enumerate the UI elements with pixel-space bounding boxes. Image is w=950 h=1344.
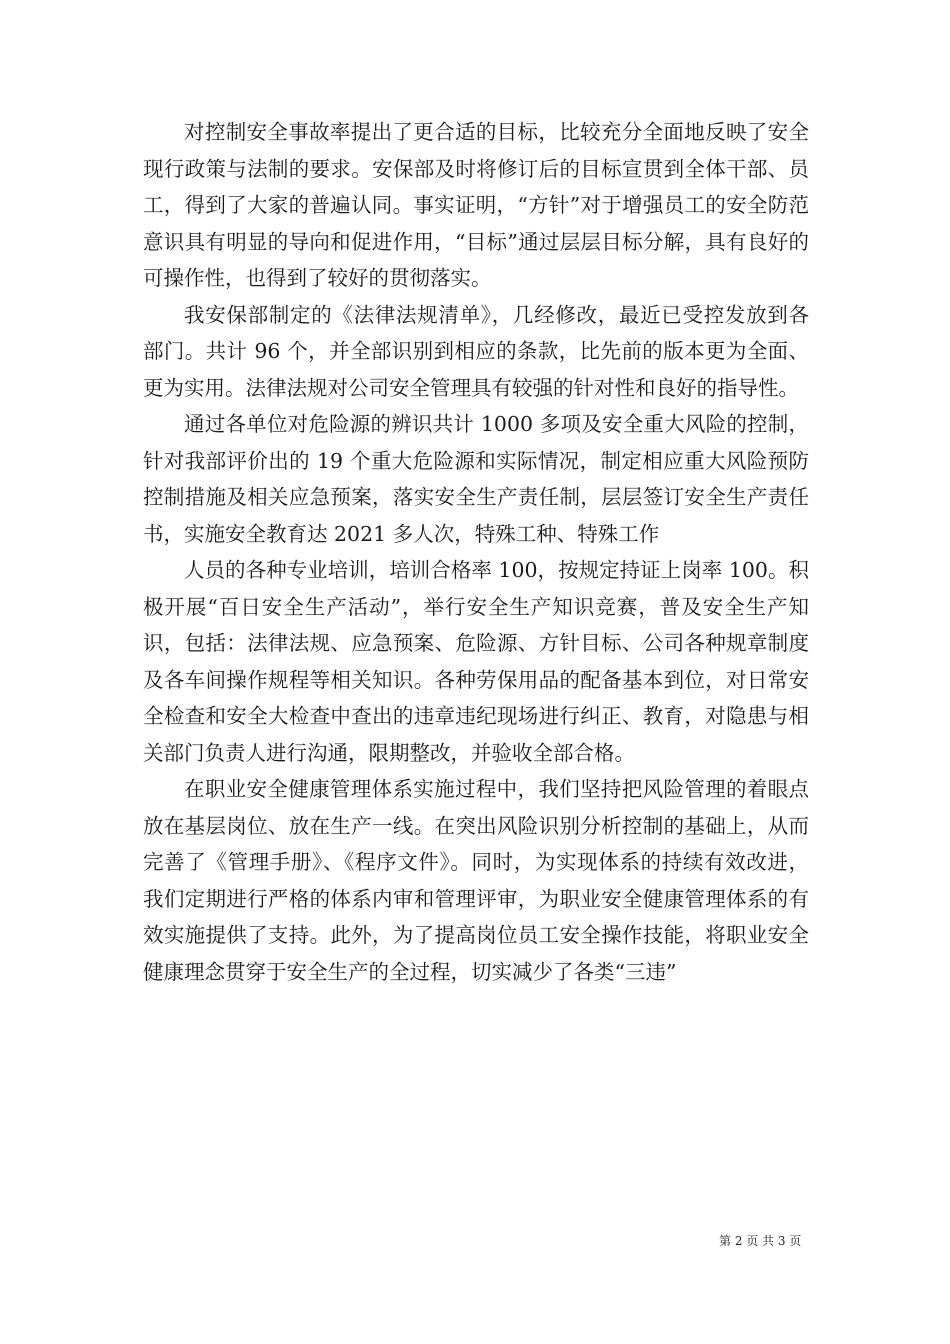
paragraph-legal-list: 我安保部制定的《法律法规清单》，几经修改，最近已受控发放到各部门。共计 96 个，并全部识别到相应的条款，比先前的版本更为全面、更为实用。法律法规对公司安全管理具有较强的针对性和良好的指导性。: [143, 302, 809, 400]
document-body: [143, 114, 809, 990]
page-number: 第 2 页 共 3 页: [719, 1234, 802, 1248]
paragraph-management-system: 在职业安全健康管理体系实施过程中，我们坚持把风险管理的着眼点放在基层岗位、放在生产一线。在突出风险识别分析控制的基础上，从而完善了《管理手册》、《程序文件》。同时，为实现体系的持续有效改进，我们定期进行严格的体系内审和管理评审，为职业安全健康管理体系的有效实施提供了支持。此外，为了提高岗位员工安全操作技能，将职业安全健康理念贯穿于安全生产的全过程，切实减少了各类“三违”: [143, 777, 809, 984]
paragraph-safety-goals: 对控制安全事故率提出了更合适的目标，比较充分全面地反映了安全现行政策与法制的要求。安保部及时将修订后的目标宣贯到全体干部、员工，得到了大家的普遍认同。事实证明，“方针”对于增强员工的安全防范意识具有明显的导向和促进作用，“目标”通过层层目标分解，具有良好的可操作性，也得到了较好的贯彻落实。: [143, 120, 809, 290]
paragraph-hazard-identification: 通过各单位对危险源的辨识共计 1000 多项及安全重大风险的控制，针对我部评价出的 19 个重大危险源和实际情况，制定相应重大风险预防控制措施及相关应急预案，落实安全生产责任制，层层签订安全生产责任书，实施安全教育达 2021 多人次，特殊工种、特殊工作: [143, 412, 809, 546]
paragraph-training: 人员的各种专业培训，培训合格率 100，按规定持证上岗率 100。积极开展“百日安全生产活动”，举行安全生产知识竞赛，普及安全生产知识，包括：法律法规、应急预案、危险源、方针目标、公司各种规章制度及各车间操作规程等相关知识。各种劳保用品的配备基本到位，对日常安全检查和安全大检查中查出的违章违纪现场进行纠正、教育，对隐患与相关部门负责人进行沟通，限期整改，并验收全部合格。: [143, 558, 809, 765]
